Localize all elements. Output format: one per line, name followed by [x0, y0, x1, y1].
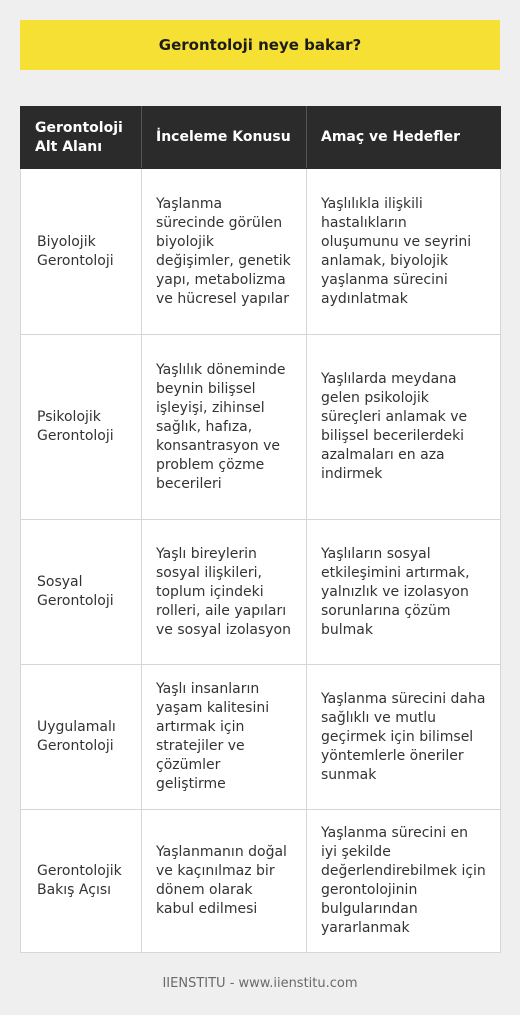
footer-credit: IIENSTITU - www.iienstitu.com [162, 976, 358, 991]
topic-cell: Yaşlanmanın doğal ve kaçınılmaz bir dönem olarak kabul edilmesi [142, 810, 307, 953]
topic-cell: Yaşlı insanların yaşam kalitesini artırmak için stratejiler ve çözümler geliştirme [142, 665, 307, 810]
goal-cell: Yaşlılıkla ilişkili hastalıkların oluşumunu ve seyrini anlamak, biyolojik yaşlanma sürecini aydınlatmak [307, 169, 501, 335]
header-subfield: Gerontoloji Alt Alanı [21, 107, 142, 169]
table-row [21, 520, 501, 665]
table-row [21, 810, 501, 953]
subfield-cell: Uygulamalı Gerontoloji [21, 665, 142, 810]
header-goals: Amaç ve Hedefler [307, 107, 501, 169]
table-row [21, 665, 501, 810]
page-title: Gerontoloji neye bakar? [20, 20, 500, 70]
table-header-row [21, 107, 501, 169]
subfield-cell: Biyolojik Gerontoloji [21, 169, 142, 335]
table-row [21, 335, 501, 520]
subfield-cell: Psikolojik Gerontoloji [21, 335, 142, 520]
goal-cell: Yaşlıların sosyal etkileşimini artırmak, yalnızlık ve izolasyon sorunlarına çözüm bulmak [307, 520, 501, 665]
topic-cell: Yaşlanma sürecinde görülen biyolojik değişimler, genetik yapı, metabolizma ve hücresel yapılar [142, 169, 307, 335]
gerontology-table [20, 106, 501, 953]
header-topic: İnceleme Konusu [142, 107, 307, 169]
goal-cell: Yaşlanma sürecini en iyi şekilde değerlendirebilmek için gerontolojinin bulgularından yararlanmak [307, 810, 501, 953]
topic-cell: Yaşlılık döneminde beynin bilişsel işleyişi, zihinsel sağlık, hafıza, konsantrasyon ve problem çözme becerileri [142, 335, 307, 520]
goal-cell: Yaşlılarda meydana gelen psikolojik süreçleri anlamak ve bilişsel becerilerdeki azalmaları en aza indirmek [307, 335, 501, 520]
topic-cell: Yaşlı bireylerin sosyal ilişkileri, toplum içindeki rolleri, aile yapıları ve sosyal izolasyon [142, 520, 307, 665]
goal-cell: Yaşlanma sürecini daha sağlıklı ve mutlu geçirmek için bilimsel yöntemlerle öneriler sunmak [307, 665, 501, 810]
subfield-cell: Sosyal Gerontoloji [21, 520, 142, 665]
subfield-cell: Gerontolojik Bakış Açısı [21, 810, 142, 953]
table-row [21, 169, 501, 335]
